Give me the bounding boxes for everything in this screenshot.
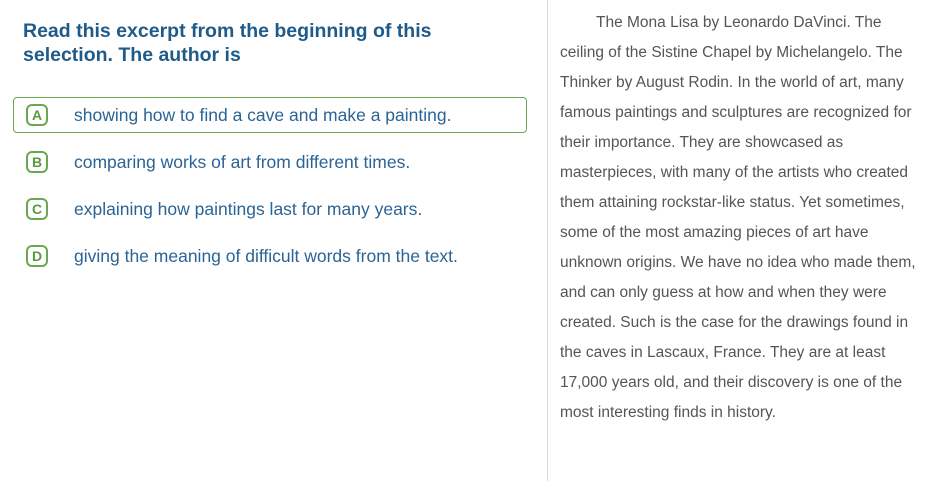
answer-choice-a[interactable] [13,97,527,133]
answer-choice-d[interactable] [13,238,527,274]
choice-letter-a: A [26,104,48,126]
answer-choice-c[interactable] [13,191,527,227]
choice-text-b: comparing works of art from different times. [74,152,411,172]
choice-letter-d: D [26,245,48,267]
answer-choice-b[interactable] [13,144,527,180]
choice-letter-c: C [26,198,48,220]
choice-letter-b: B [26,151,48,173]
panel-divider [547,0,548,481]
choice-text-d: giving the meaning of difficult words from the text. [74,246,458,266]
reading-passage: The Mona Lisa by Leonardo DaVinci. The ceiling of the Sistine Chapel by Michelangelo. The Thinker by August Rodin. In the world of art, many famous paintings and sculptures are recognized for their importance. They are showcased as masterpieces, with many of the artists who created them attaining rockstar-like status. Yet sometimes, some of the most amazing pieces of art have unknown origins. We have no idea who made them, and can only guess at how and when they were created. Such is the case for the drawings found in the caves in Lascaux, France. They are at least 17,000 years old, and their discovery is one of the most interesting finds in history. [560,14,916,421]
choice-text-c: explaining how paintings last for many years. [74,199,423,219]
choice-text-a: showing how to find a cave and make a painting. [74,105,452,125]
question-prompt: Read this excerpt from the beginning of this selection. The author is [23,20,432,66]
